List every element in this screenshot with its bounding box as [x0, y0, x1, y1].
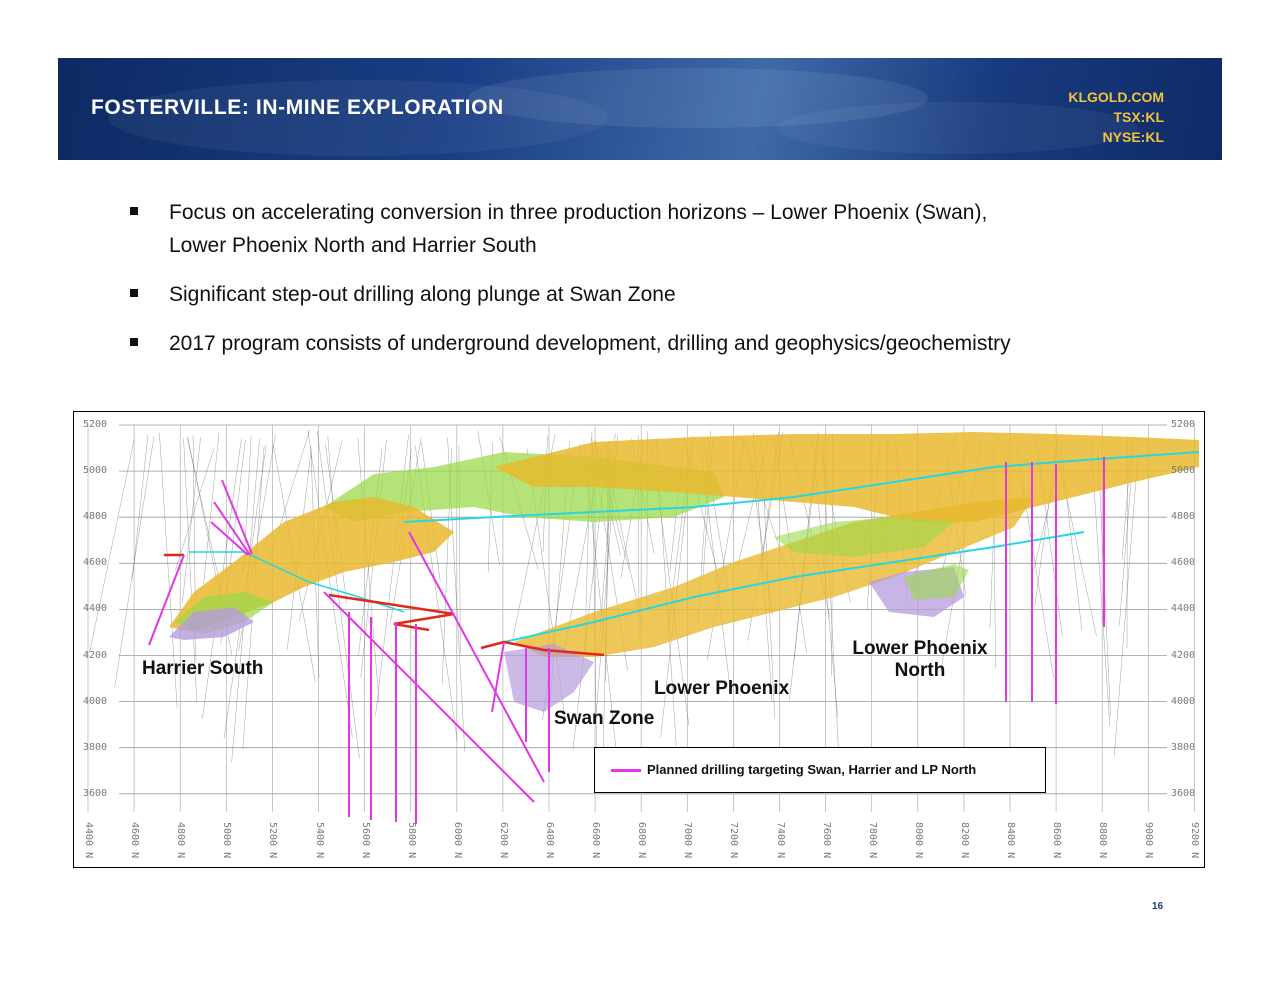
elevation-label: 5200	[1171, 419, 1196, 430]
zone-label-lower-phoenix-north	[850, 638, 990, 682]
brand-nyse-ticker: NYSE:KL	[1102, 129, 1164, 145]
development-red-harrier	[329, 595, 454, 630]
northing-label: 4600 N	[129, 822, 141, 859]
bullet-text: Significant step-out drilling along plunge at Swan Zone	[169, 283, 676, 306]
bullet-text-continuation: Lower Phoenix North and Harrier South	[169, 234, 537, 257]
northing-label: 7200 N	[728, 822, 740, 859]
planned-drillhole	[324, 592, 534, 802]
bullet-item	[130, 327, 1170, 360]
page-number: 16	[1152, 901, 1164, 912]
bullet-item	[130, 278, 1170, 311]
bullet-item	[130, 196, 1170, 262]
northing-label: 8400 N	[1005, 822, 1016, 859]
northing-label: 8800 N	[1097, 822, 1109, 859]
zone-label-harrier-south: Harrier South	[142, 658, 264, 679]
long-section-graphic	[74, 412, 1204, 867]
bullet-square-icon	[130, 338, 138, 346]
zone-label-swan-zone: Swan Zone	[554, 708, 655, 729]
elevation-label: 4200	[83, 649, 108, 661]
northing-label: 5600 N	[359, 822, 371, 859]
northing-label: 5400 N	[313, 822, 325, 859]
elevation-label: 4000	[1171, 695, 1196, 707]
elevation-label: 3800	[1171, 741, 1196, 753]
legend-swatch-planned-drilling	[611, 769, 641, 772]
northing-label: 6200 N	[497, 822, 509, 859]
brand-website[interactable]: KLGOLD.COM	[1068, 89, 1164, 105]
northing-label: 6000 N	[451, 822, 463, 859]
drillhole-trace	[204, 433, 219, 584]
northing-label: 5800 N	[405, 822, 417, 859]
elevation-label: 4600	[1171, 557, 1196, 569]
northing-label: 7600 N	[820, 822, 832, 859]
drillhole-trace	[132, 435, 148, 579]
brand-tsx-ticker: TSX:KL	[1113, 109, 1164, 125]
northing-label: 9200 N	[1189, 822, 1201, 859]
elevation-label: 4600	[83, 557, 108, 569]
brand-block	[1068, 87, 1164, 147]
elevation-label: 4400	[83, 603, 108, 615]
elevation-label: 4400	[1171, 603, 1196, 615]
header-banner	[58, 58, 1222, 160]
slide-title: FOSTERVILLE: IN-MINE EXPLORATION	[91, 96, 504, 119]
drillhole-trace	[1114, 446, 1138, 757]
elevation-label: 3600	[1171, 787, 1196, 799]
northing-label: 6400 N	[544, 822, 555, 859]
elevation-label: 3600	[83, 787, 108, 799]
elevation-label: 4000	[83, 695, 108, 707]
planned-drillhole	[211, 522, 248, 555]
northing-label: 5200 N	[267, 822, 279, 859]
northing-label: 8000 N	[912, 822, 924, 859]
northing-label: 9000 N	[1143, 822, 1155, 859]
bullet-square-icon	[130, 289, 138, 297]
elevation-label: 4200	[1171, 649, 1196, 661]
bullet-square-icon	[130, 207, 138, 215]
bullet-list	[130, 196, 1170, 376]
northing-label: 8600 N	[1051, 822, 1063, 859]
elevation-label: 5000	[83, 465, 108, 477]
zone-label-lower-phoenix-north-line2: North	[894, 660, 946, 681]
bullet-text: Focus on accelerating conversion in three production horizons – Lower Phoenix (Swan),	[169, 201, 988, 224]
northing-label: 7800 N	[866, 822, 878, 859]
northing-label: 7400 N	[774, 822, 786, 859]
legend-text: Planned drilling targeting Swan, Harrier and LP North	[647, 762, 977, 777]
elevation-label: 4800	[1171, 511, 1196, 523]
zone-label-lower-phoenix-north-line1: Lower Phoenix	[852, 638, 988, 659]
orebody-shapes	[169, 432, 1199, 712]
northing-label: 4800 N	[175, 822, 187, 859]
northing-label: 8200 N	[958, 822, 970, 859]
legend-box	[594, 747, 1046, 793]
elevation-label: 3800	[83, 741, 108, 753]
northing-label: 7000 N	[682, 822, 694, 859]
elevation-label: 4800	[83, 511, 108, 523]
northing-label: 4400 N	[83, 822, 94, 859]
long-section-figure	[73, 411, 1205, 868]
elevation-label: 5000	[1171, 465, 1196, 477]
bullet-text: 2017 program consists of underground development, drilling and geophysics/geochemistry	[169, 332, 1011, 355]
northing-label: 6600 N	[590, 822, 602, 859]
elevation-label: 5200	[83, 419, 108, 430]
northing-label: 5000 N	[221, 822, 233, 859]
northing-label: 6800 N	[636, 822, 648, 859]
zone-label-lower-phoenix: Lower Phoenix	[654, 678, 790, 699]
